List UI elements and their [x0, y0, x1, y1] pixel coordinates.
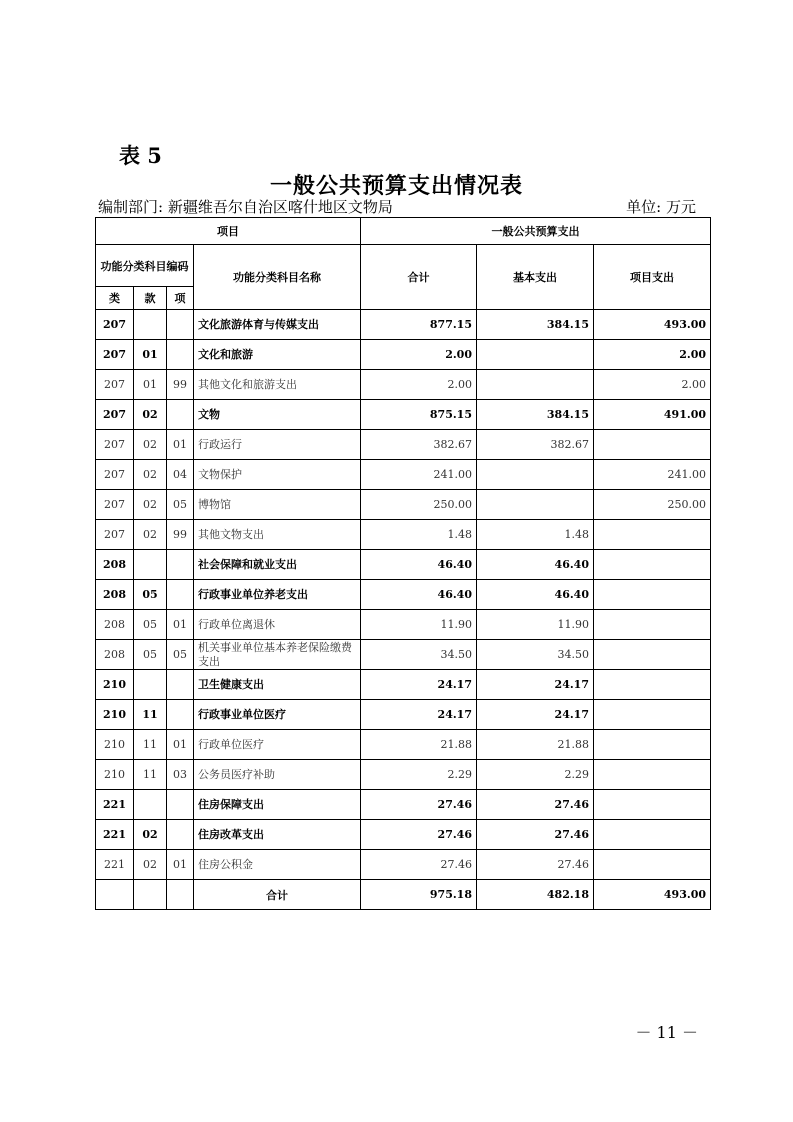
code-kuan — [134, 790, 167, 820]
code-kuan — [134, 670, 167, 700]
code-xiang — [167, 550, 194, 580]
code-kuan: 05 — [134, 610, 167, 640]
page-number: － 11 － — [635, 1023, 698, 1042]
department-label: 编制部门: 新疆维吾尔自治区喀什地区文物局 — [98, 198, 393, 216]
code-kuan: 02 — [134, 520, 167, 550]
item-name: 其他文化和旅游支出 — [194, 370, 361, 400]
header-total: 合计 — [361, 245, 477, 310]
code-kuan — [134, 550, 167, 580]
table-row — [96, 490, 711, 520]
code-xiang — [167, 820, 194, 850]
code-xiang — [167, 790, 194, 820]
code-lei: 207 — [96, 430, 134, 460]
code-xiang — [167, 580, 194, 610]
item-name: 卫生健康支出 — [194, 670, 361, 700]
code-lei: 208 — [96, 580, 134, 610]
code-lei: 221 — [96, 790, 134, 820]
total-label: 合计 — [194, 880, 361, 910]
table-row — [96, 550, 711, 580]
table-row — [96, 700, 711, 730]
code-kuan: 02 — [134, 430, 167, 460]
item-name: 机关事业单位基本养老保险缴费支出 — [194, 640, 361, 670]
amount-total: 24.17 — [361, 700, 477, 730]
amount-basic — [477, 460, 594, 490]
amount-total: 877.15 — [361, 310, 477, 340]
table-row — [96, 580, 711, 610]
amount-total: 250.00 — [361, 490, 477, 520]
amount-project: 250.00 — [594, 490, 711, 520]
code-xiang — [167, 310, 194, 340]
code-lei: 221 — [96, 820, 134, 850]
code-xiang: 01 — [167, 730, 194, 760]
amount-project — [594, 760, 711, 790]
code-kuan: 02 — [134, 400, 167, 430]
code-lei: 207 — [96, 340, 134, 370]
amount-total: 1.48 — [361, 520, 477, 550]
amount-basic: 34.50 — [477, 640, 594, 670]
code-xiang — [167, 340, 194, 370]
code-lei: 207 — [96, 400, 134, 430]
item-name: 住房保障支出 — [194, 790, 361, 820]
code-xiang: 99 — [167, 520, 194, 550]
code-xiang — [167, 670, 194, 700]
total-sum: 975.18 — [361, 880, 477, 910]
code-lei: 208 — [96, 640, 134, 670]
table-row — [96, 730, 711, 760]
item-name: 行政运行 — [194, 430, 361, 460]
amount-basic — [477, 340, 594, 370]
header-project-exp: 项目支出 — [594, 245, 711, 310]
code-kuan: 01 — [134, 370, 167, 400]
unit-label: 单位: 万元 — [626, 198, 696, 216]
amount-basic: 46.40 — [477, 580, 594, 610]
amount-project — [594, 670, 711, 700]
code-kuan — [134, 310, 167, 340]
code-kuan: 11 — [134, 700, 167, 730]
header-func-code: 功能分类科目编码 — [96, 245, 194, 287]
amount-total: 11.90 — [361, 610, 477, 640]
header-func-name: 功能分类科目名称 — [194, 245, 361, 310]
table-row — [96, 610, 711, 640]
amount-basic: 24.17 — [477, 700, 594, 730]
code-xiang: 05 — [167, 490, 194, 520]
amount-basic: 27.46 — [477, 820, 594, 850]
amount-total: 2.29 — [361, 760, 477, 790]
item-name: 文化和旅游 — [194, 340, 361, 370]
amount-basic: 382.67 — [477, 430, 594, 460]
code-kuan: 01 — [134, 340, 167, 370]
amount-total: 27.46 — [361, 790, 477, 820]
amount-total: 382.67 — [361, 430, 477, 460]
item-name: 行政事业单位医疗 — [194, 700, 361, 730]
code-lei: 208 — [96, 610, 134, 640]
header-basic: 基本支出 — [477, 245, 594, 310]
amount-basic — [477, 370, 594, 400]
table-row — [96, 790, 711, 820]
table-row — [96, 850, 711, 880]
page-title: 一般公共预算支出情况表 — [269, 173, 523, 199]
item-name: 博物馆 — [194, 490, 361, 520]
header-project: 项目 — [96, 218, 361, 245]
code-xiang: 01 — [167, 430, 194, 460]
code-xiang: 03 — [167, 760, 194, 790]
table-row — [96, 430, 711, 460]
amount-total: 46.40 — [361, 580, 477, 610]
table-row — [96, 820, 711, 850]
item-name: 住房改革支出 — [194, 820, 361, 850]
amount-total: 34.50 — [361, 640, 477, 670]
header-general-budget: 一般公共预算支出 — [361, 218, 711, 245]
code-lei: 210 — [96, 730, 134, 760]
code-lei: 210 — [96, 760, 134, 790]
item-name: 住房公积金 — [194, 850, 361, 880]
amount-basic: 46.40 — [477, 550, 594, 580]
amount-total: 241.00 — [361, 460, 477, 490]
amount-basic: 384.15 — [477, 400, 594, 430]
amount-project: 491.00 — [594, 400, 711, 430]
code-lei: 207 — [96, 460, 134, 490]
amount-basic: 21.88 — [477, 730, 594, 760]
code-lei: 208 — [96, 550, 134, 580]
code-lei: 221 — [96, 850, 134, 880]
amount-project — [594, 430, 711, 460]
amount-project — [594, 790, 711, 820]
amount-total: 24.17 — [361, 670, 477, 700]
amount-total: 27.46 — [361, 850, 477, 880]
code-xiang: 01 — [167, 610, 194, 640]
total-row — [96, 880, 711, 910]
table-row — [96, 460, 711, 490]
amount-project — [594, 550, 711, 580]
amount-total: 21.88 — [361, 730, 477, 760]
item-name: 其他文物支出 — [194, 520, 361, 550]
amount-total: 2.00 — [361, 370, 477, 400]
code-kuan: 05 — [134, 640, 167, 670]
item-name: 行政单位医疗 — [194, 730, 361, 760]
code-xiang — [167, 400, 194, 430]
table-row — [96, 760, 711, 790]
amount-project — [594, 610, 711, 640]
amount-project: 2.00 — [594, 370, 711, 400]
header-xiang: 项 — [167, 287, 194, 310]
table-row — [96, 520, 711, 550]
code-lei: 207 — [96, 310, 134, 340]
code-lei: 207 — [96, 370, 134, 400]
table-row — [96, 370, 711, 400]
code-lei: 207 — [96, 520, 134, 550]
code-kuan: 11 — [134, 730, 167, 760]
amount-basic: 2.29 — [477, 760, 594, 790]
amount-project — [594, 730, 711, 760]
amount-project — [594, 700, 711, 730]
table-row — [96, 310, 711, 340]
amount-basic: 11.90 — [477, 610, 594, 640]
total-basic: 482.18 — [477, 880, 594, 910]
amount-basic: 27.46 — [477, 850, 594, 880]
code-kuan: 02 — [134, 460, 167, 490]
amount-basic: 24.17 — [477, 670, 594, 700]
table-row — [96, 400, 711, 430]
code-kuan: 02 — [134, 820, 167, 850]
table-row — [96, 670, 711, 700]
code-xiang: 04 — [167, 460, 194, 490]
amount-total: 875.15 — [361, 400, 477, 430]
header-kuan: 款 — [134, 287, 167, 310]
amount-total: 27.46 — [361, 820, 477, 850]
amount-basic: 384.15 — [477, 310, 594, 340]
amount-project: 493.00 — [594, 310, 711, 340]
amount-total: 2.00 — [361, 340, 477, 370]
amount-project — [594, 850, 711, 880]
amount-project: 2.00 — [594, 340, 711, 370]
item-name: 行政事业单位养老支出 — [194, 580, 361, 610]
code-xiang: 99 — [167, 370, 194, 400]
code-lei: 210 — [96, 670, 134, 700]
code-xiang: 05 — [167, 640, 194, 670]
item-name: 社会保障和就业支出 — [194, 550, 361, 580]
header-lei: 类 — [96, 287, 134, 310]
code-kuan: 05 — [134, 580, 167, 610]
amount-basic — [477, 490, 594, 520]
code-kuan: 02 — [134, 850, 167, 880]
code-kuan: 11 — [134, 760, 167, 790]
amount-basic: 1.48 — [477, 520, 594, 550]
code-lei: 210 — [96, 700, 134, 730]
item-name: 行政单位离退休 — [194, 610, 361, 640]
item-name: 公务员医疗补助 — [194, 760, 361, 790]
amount-basic: 27.46 — [477, 790, 594, 820]
table-row — [96, 640, 711, 670]
amount-total: 46.40 — [361, 550, 477, 580]
code-lei: 207 — [96, 490, 134, 520]
amount-project: 241.00 — [594, 460, 711, 490]
table-row — [96, 340, 711, 370]
code-xiang — [167, 700, 194, 730]
item-name: 文化旅游体育与传媒支出 — [194, 310, 361, 340]
total-project: 493.00 — [594, 880, 711, 910]
amount-project — [594, 640, 711, 670]
amount-project — [594, 520, 711, 550]
item-name: 文物 — [194, 400, 361, 430]
budget-table — [95, 217, 711, 910]
code-xiang: 01 — [167, 850, 194, 880]
amount-project — [594, 820, 711, 850]
table-number: 表 5 — [119, 143, 162, 168]
item-name: 文物保护 — [194, 460, 361, 490]
code-kuan: 02 — [134, 490, 167, 520]
amount-project — [594, 580, 711, 610]
